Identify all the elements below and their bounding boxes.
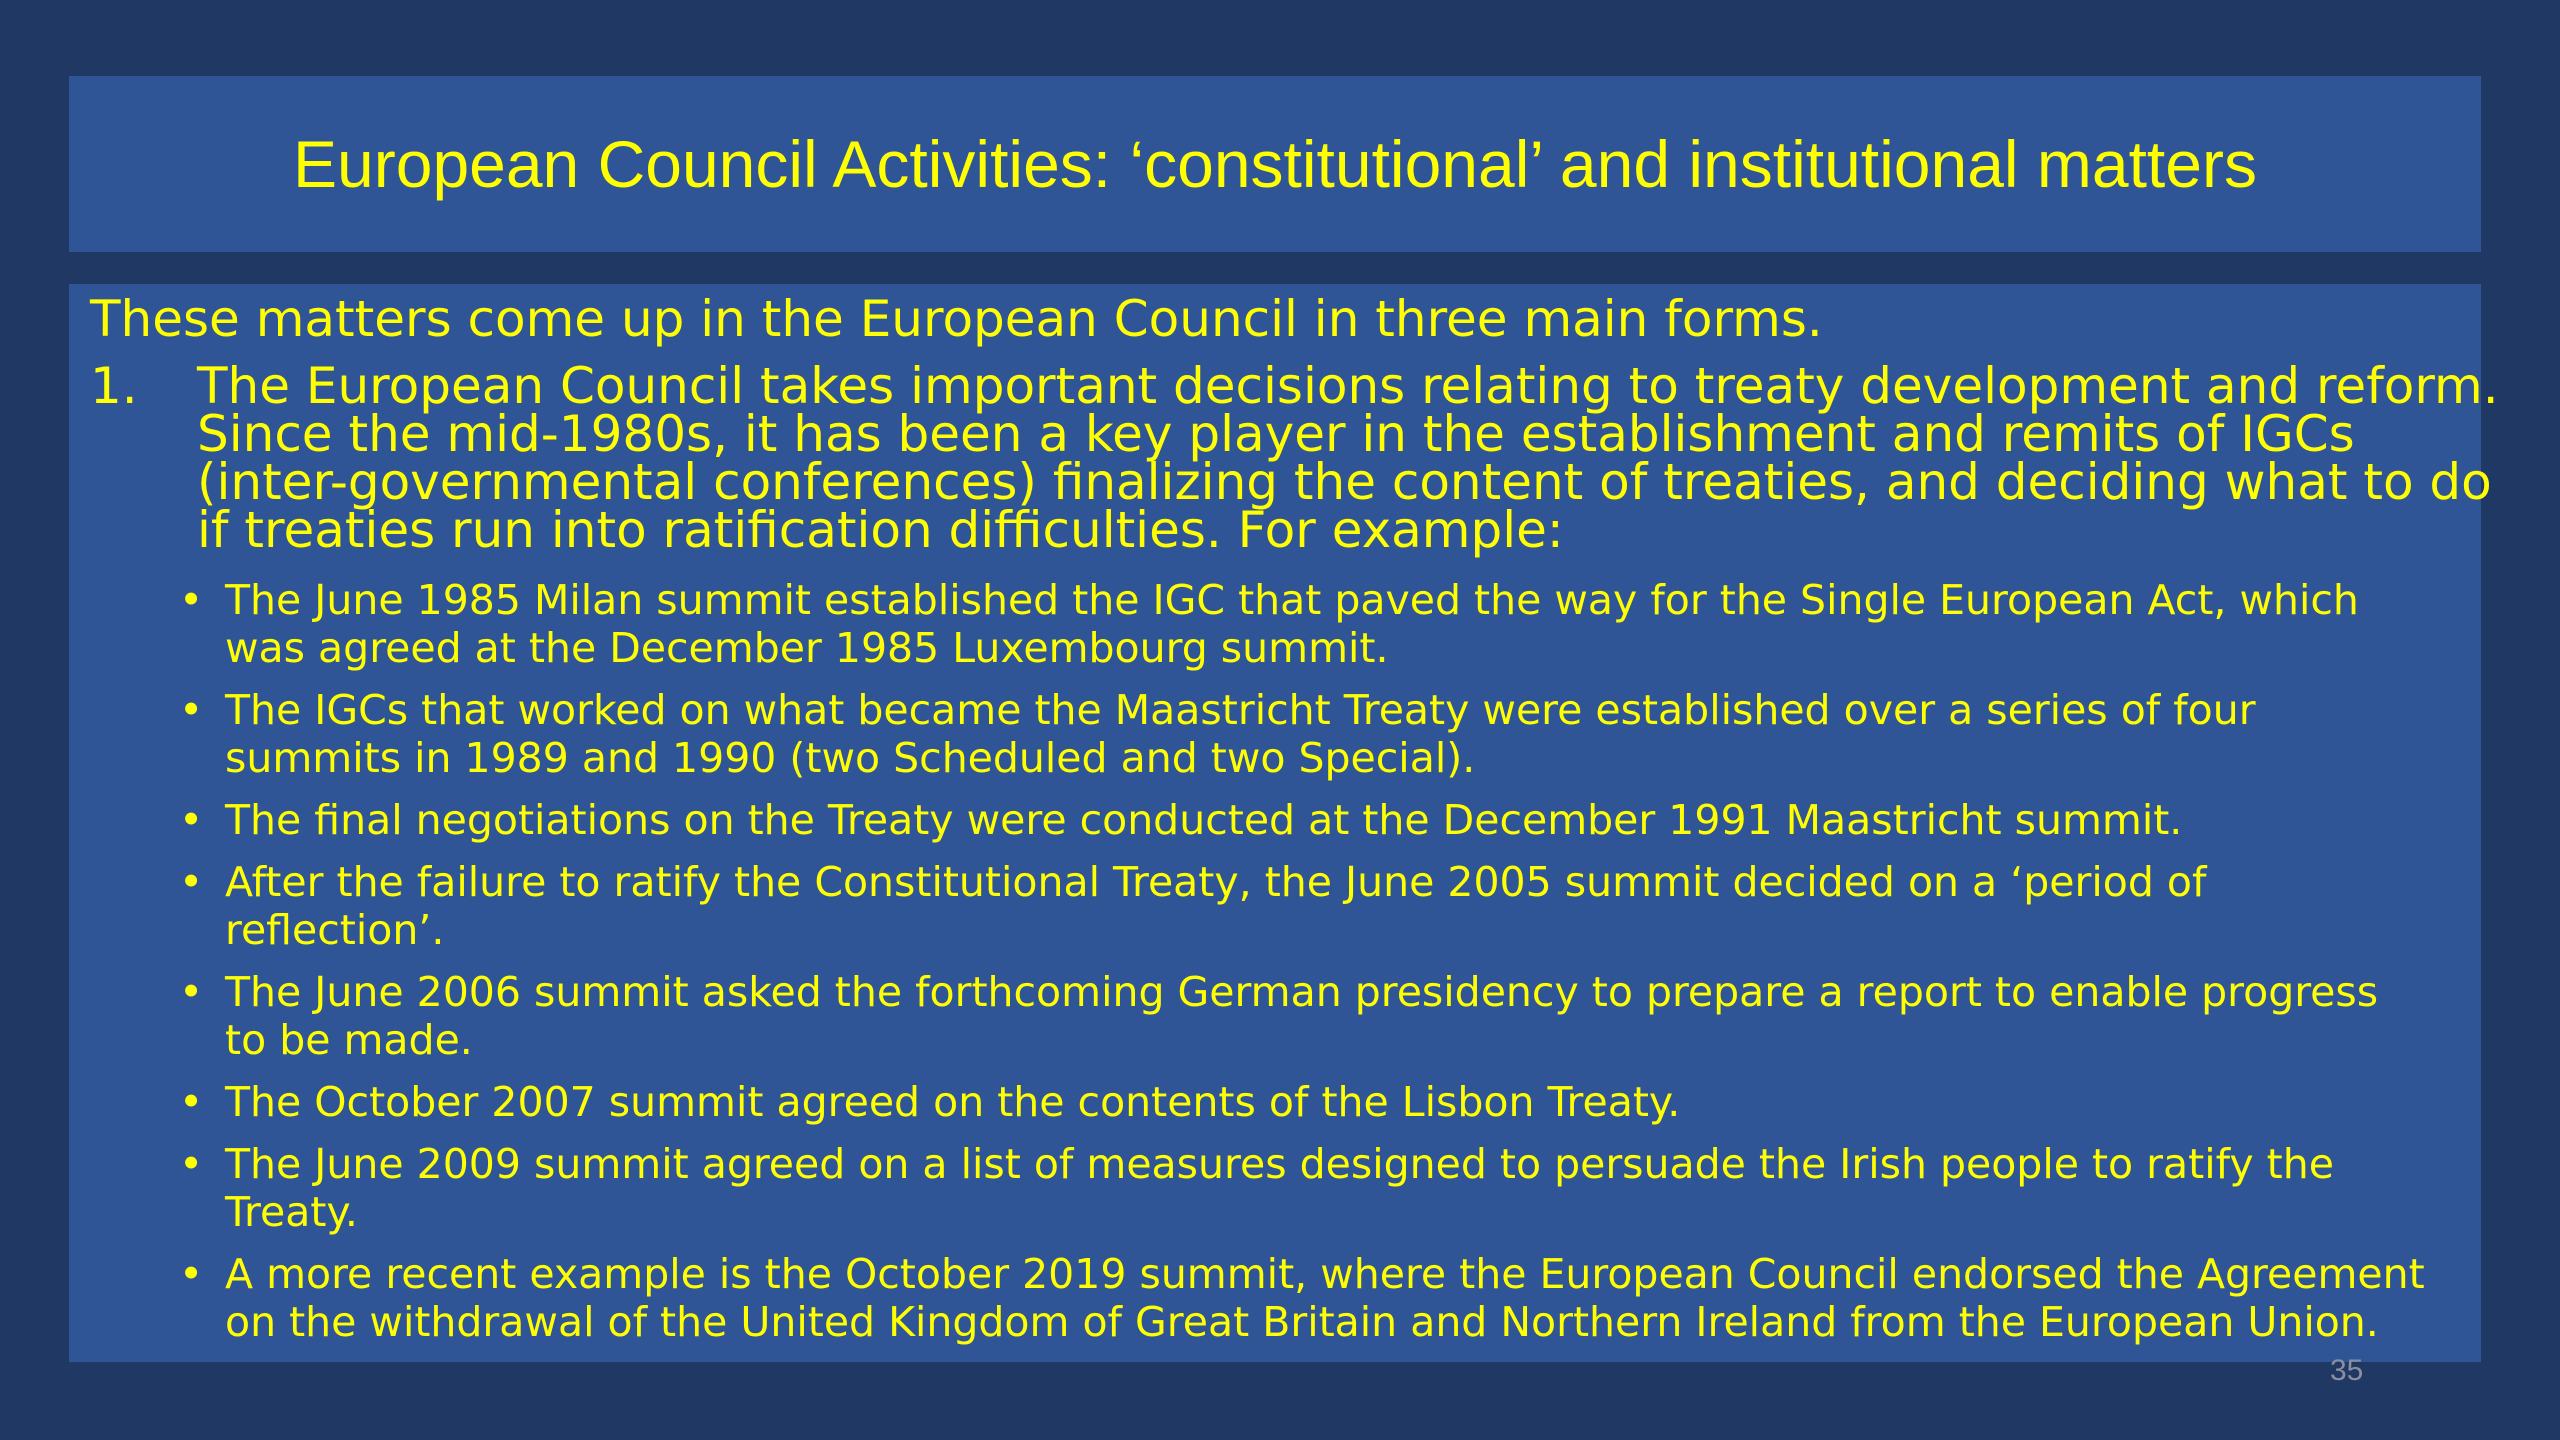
bullet-line: Treaty. xyxy=(225,1188,358,1236)
bullet-line: The June 2009 summit agreed on a list of measures designed to persuade the Irish people to ratify the xyxy=(225,1140,2334,1188)
title-box xyxy=(69,76,2481,252)
bullet-line: The June 1985 Milan summit established the IGC that paved the way for the Single European Act, which xyxy=(225,576,2359,624)
bullet-line: summits in 1989 and 1990 (two Scheduled and two Special). xyxy=(225,734,1476,782)
point-text xyxy=(197,357,2499,559)
point-line: The European Council takes important decisions relating to treaty development and reform. xyxy=(197,357,2499,415)
bullet-item xyxy=(179,796,2469,844)
example-bullet-list xyxy=(179,576,2469,1360)
bullet-icon: • xyxy=(179,1140,204,1188)
slide-title: European Council Activities: ‘constitutional’ and institutional matters xyxy=(293,127,2257,201)
bullet-line: The October 2007 summit agreed on the contents of the Lisbon Treaty. xyxy=(225,1078,1681,1126)
point-number: 1. xyxy=(90,357,138,415)
bullet-line: A more recent example is the October 2019 summit, where the European Council endorsed the Agreement xyxy=(225,1250,2425,1298)
bullet-line: to be made. xyxy=(225,1016,473,1064)
point-line: Since the mid-1980s, it has been a key player in the establishment and remits of IGCs xyxy=(197,405,2355,463)
intro-text: These matters come up in the European Council in three main forms. xyxy=(90,290,1823,348)
bullet-item xyxy=(179,858,2469,954)
bullet-item xyxy=(179,1140,2469,1236)
point-line: (inter-governmental conferences) finalizing the content of treaties, and deciding what to do xyxy=(197,453,2492,511)
bullet-line: After the failure to ratify the Constitutional Treaty, the June 2005 summit decided on a ‘period of xyxy=(225,858,2207,906)
bullet-line: reflection’. xyxy=(225,906,445,954)
bullet-item xyxy=(179,576,2469,672)
content-box xyxy=(69,284,2499,1362)
bullet-icon: • xyxy=(179,686,204,734)
bullet-line: on the withdrawal of the United Kingdom of Great Britain and Northern Ireland from the European Union. xyxy=(225,1298,2379,1346)
bullet-line: The June 2006 summit asked the forthcoming German presidency to prepare a report to enable progress xyxy=(225,968,2379,1016)
bullet-icon: • xyxy=(179,576,204,624)
bullet-icon: • xyxy=(179,796,204,844)
bullet-icon: • xyxy=(179,968,204,1016)
bullet-icon: • xyxy=(179,858,204,906)
point-line: if treaties run into ratification difficulties. For example: xyxy=(197,501,1564,559)
bullet-icon: • xyxy=(179,1078,204,1126)
bullet-line: The IGCs that worked on what became the Maastricht Treaty were established over a series of four xyxy=(225,686,2256,734)
bullet-item xyxy=(179,1078,2469,1126)
bullet-line: was agreed at the December 1985 Luxembourg summit. xyxy=(225,624,1389,672)
bullet-item xyxy=(179,1250,2469,1346)
bullet-line: The final negotiations on the Treaty were conducted at the December 1991 Maastricht summit. xyxy=(225,796,2183,844)
bullet-item xyxy=(179,686,2469,782)
page-number: 35 xyxy=(2330,1354,2364,1387)
bullet-icon: • xyxy=(179,1250,204,1298)
bullet-item xyxy=(179,968,2469,1064)
